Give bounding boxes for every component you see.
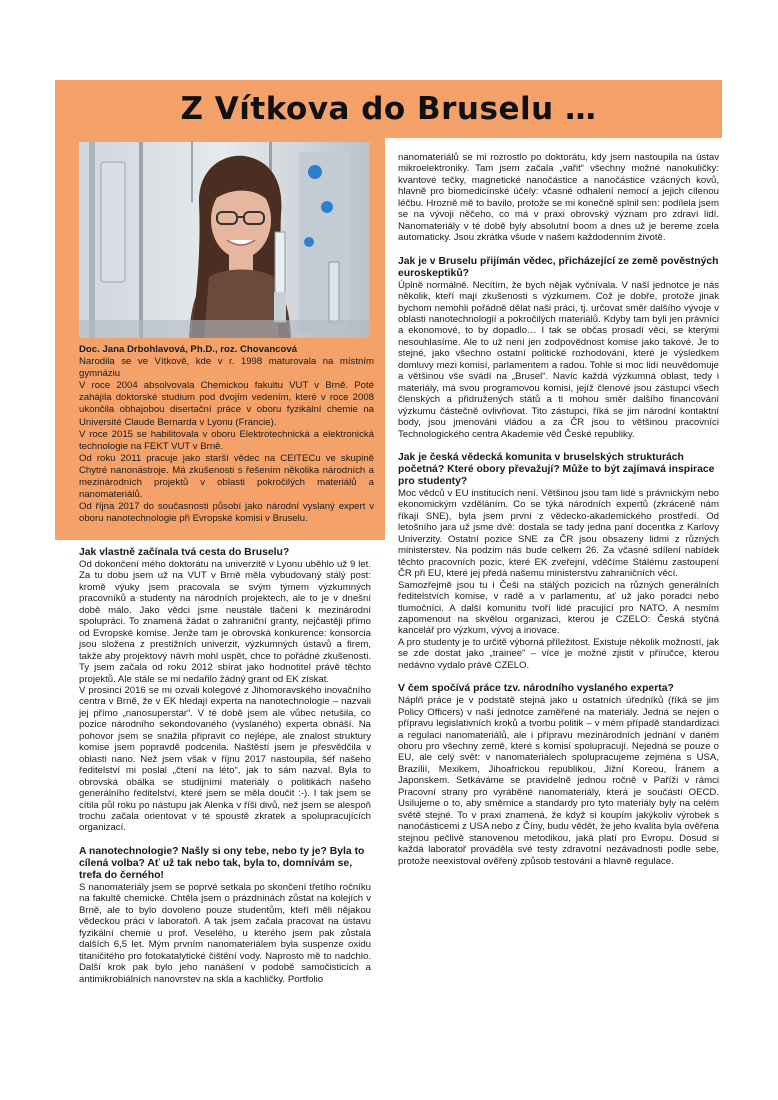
- author-name: Doc. Jana Drbohlavová, Ph.D., roz. Chovancová: [79, 344, 298, 355]
- answer-paragraph: Náplň práce je v podstatě stejná jako u ostatních úředníků (říká se jim Policy Officers) v naší jednotce zaměřené na materiály. Jedná se nejen o přípravu legislativních kroků a tvorbu politik – v mém případě standardizaci a regulaci nanomateriálů, ale i přípravu mezinárodních jednání v daném oboru pro všechny země, které s komisí spolupracují. Nejedná se pouze o EU, ale celý svět: v nanomateriálech spolupracujeme zejména s USA, Brazílií, Mexikem, Jihoafrickou republikou, Jižní Koreou, Íránem a Japonskem. Setkáváme se pravidelně jednou ročně v Paříži v rámci Pracovní strany pro vyráběné nanomateriály, která je součástí OECD. Usilujeme o to, aby směrnice a standardy pro tyto materiály byly na celém světě stejné. To v praxi znamená, že když si koupím jakýkoliv výrobek s nanočásticemi z USA nebo z Číny, budu vědět, že jeho kvalita byla ověřena stejnou pečlivě stanovenou metodikou, jaká platí pro Evropu. Dosud si každá laboratoř prováděla své testy zdravotní nezávadnosti podle sebe, protože neexistoval ověřený způsob testování a hlavně regulace.: [398, 695, 719, 867]
- portrait-illustration: [79, 142, 370, 338]
- title-banner: [55, 80, 722, 138]
- question-heading: Jak je v Bruselu přijímán vědec, přicházející ze země pověstných euroskeptiků?: [398, 255, 719, 279]
- bio-paragraph: Narodila se ve Vítkově, kde v r. 1998 maturovala na místním gymnáziu: [79, 356, 374, 380]
- right-text-column: [398, 152, 719, 867]
- portrait-photo: [79, 142, 370, 338]
- answer-paragraph: Od dokončení mého doktorátu na univerzitě v Lyonu uběhlo už 9 let. Za tu dobu jsem už na VUT v Brně měla vybudovaný stálý post: kromě výuky jsem pracovala se svým týmem výzkumných pracovníků a studenty na národních projektech, ale to je v dnešní době málo. Jako vědci jsme neustále tlačeni k mezinárodní spolupráci. To znamená žádat o zahraniční granty, nejčastěji přímo od Evropské komise. Jenže tam je obrovská konkurence: konsorcia jsou složena z prestižních univerzit, výzkumných ústavů a firem, takže aby projektový návrh mohl uspět, chce to pořádné zkušenosti. Ty jsem začala od roku 2012 sbírat jako hodnotitel právě těchto projektů. Ale stále se mi nedařilo žádný grant od EK získat.: [79, 559, 371, 685]
- spacer: [398, 671, 719, 683]
- left-text-column: [79, 547, 371, 985]
- answer-paragraph: nanomateriálů se mi rozrostlo po doktorátu, kdy jsem nastoupila na ústav mikroelektroniky. Tam jsem začala „vařit“ všechny možné nanokuličky: kvantové tečky, magnetické nanočástice a nanočástice vzácných kovů, hlavně pro biomedicínské účely: včasné odhalení nemocí a jejich cílenou léčbu. Hrozně mě to bavilo, protože se mi konečně splnil sen: podílela jsem se na vývoji něčeho, co má v praxi obrovský význam pro zdraví lidí. Nanomateriály v té době byly absolutní boom a dnes už je bereme zcela automaticky. Jsou zkrátka všude v našem každodenním životě.: [398, 152, 719, 244]
- answer-paragraph: Úplně normálně. Necítím, že bych nějak vyčnívala. V naší jednotce je nás několik, kteří mají zkušenosti s výzkumem. Což je dobře, protože jinak bychom nemohli pořádně dělat naši práci, tj. určovat směr dalšího vývoje v oblasti nanotechnologií a pokročilých materiálů. Kdyby tam byli jen právníci a ekonomové, to by dopadlo… I tak se občas prosadí věci, se kterými nesouhlasíme. Ale to už není jen zodpovědnost komise jako takové. Je to stejné, jako všechno ostatní politické rozhodování, které je výsledkem domluvy mezi komisí, parlamentem a radou. Tohle si moc lidí neuvědomuje a většinou vše svádí na „Brusel“. Navíc každá výzkumná oblast, tedy i materiály, má svou programovou komisi, jejíž členové jsou zástupci všech členských a přidružených států a ti mohou směr dalšího financování výzkumu částečně ovlivňovat. Tito zástupci, říká se jim národní kontaktní body, jsou jmenováni vládou a za ČR jsou to většinou pracovníci Technologického centra Akademie věd České republiky.: [398, 279, 719, 440]
- question-heading: V čem spočívá práce tzv. národního vyslaného experta?: [398, 683, 674, 695]
- page-title: Z Vítkova do Bruselu …: [180, 91, 597, 127]
- author-bio: [79, 344, 374, 525]
- question-heading: Jak je česká vědecká komunita v bruselských strukturách početná? Které obory převažují? Může to být zajímavá inspirace pro studenty?: [398, 451, 715, 487]
- answer-paragraph: A pro studenty je to určitě výborná příležitost. Existuje několik možností, jak se zde dostat jako „trainee“ – více je možné zjistit v příručce, kterou nedávno vydalo právě CZELO.: [398, 636, 719, 671]
- question-heading: A nanotechnologie? Našly si ony tebe, nebo ty je? Byla to cílená volba? Ať už tak nebo tak, byla to, domnívám se, trefa do černého!: [79, 845, 365, 881]
- spacer: [79, 834, 371, 846]
- answer-paragraph: Samozřejmě jsou tu i Češi na stálých pozicích na různých generálních ředitelstvích komise, v radě a v parlamentu, ať už jako poradci nebo tlumočníci. A další komunitu tvoří lidé pracující pro NATO. A nesmím zapomenout na skvělou organizaci, kterou je CZELO: Česká styčná kancelář pro výzkum, vývoj a inovace.: [398, 579, 719, 637]
- bio-paragraph: V roce 2004 absolvovala Chemickou fakultu VUT v Brně. Poté zahájila doktorské studium pod dvojím vedením, které v roce 2008 ukončila obhajobou disertační práce v oboru fyzikální chemie na Université Claude Bernarda v Lyonu (Francie).: [79, 380, 374, 428]
- answer-paragraph: S nanomateriály jsem se poprvé setkala po skončení třetího ročníku na fakultě chemické. Chtěla jsem o prázdninách zůstat na kolejích v Brně, ale to bylo dovoleno pouze studentům, kteří měli nějakou vědeckou práci v laboratoři. A tak jsem začala pracovat na ústavu fyzikální chemie u prof. Veselého, u kterého jsem pak zůstala dalších 6,5 let. Mým prvním nanomateriálem byla suspenze oxidu titaničitého pro fotokatalytické čištění vody. Naprosto mě to nadchlo. Další krok pak bylo jeho nanášení v podobě samočisticích a antimikrobiálních nanovrstev na skla a kachličky. Portfolio: [79, 881, 371, 985]
- spacer: [398, 244, 719, 256]
- bio-paragraph: V roce 2015 se habilitovala v oboru Elektrotechnická a elektronická technologie na FEKT VUT v Brně.: [79, 428, 374, 452]
- bio-paragraph: Od října 2017 do současnosti působí jako národní vyslaný expert v oboru nanotechnologie při Evropské komisi v Bruselu.: [79, 501, 374, 525]
- spacer: [398, 440, 719, 452]
- question-heading: Jak vlastně začínala tvá cesta do Bruselu?: [79, 547, 290, 558]
- answer-paragraph: Moc vědců v EU institucích není. Většinou jsou tam lidé s právnickým nebo ekonomickým vzděláním. Co se týká národních expertů (zkráceně nám říkají SNE), byla jsem první z vědecko-akademického prostředí. Od letošního jara už jsme dvě: dostala se tady jedna paní docentka z Karlovy Univerzity. Ostatní pozice SNE za ČR jsou obsazeny lidmi z různých ministerstev. Na podzim nás bude celkem 26. Za včasné sdílení nabídek těchto pracovních pozic, které EK zveřejní, vděčíme Stálému zastoupení ČR při EU, které jej předá našemu ministerstvu zahraničních věcí.: [398, 487, 719, 580]
- answer-paragraph: V prosinci 2016 se mi ozvali kolegové z Jihomoravského inovačního centra v Brně, že v EK hledají experta na nanotechnologie – nazvali jej přímo „nanosuperstar“. V té době jsem ale vůbec netušila, co pozice národního sekondovaného (vyslaného) experta obnáší. Na pohovor jsem se snažila připravit co nejlépe, ale znalost struktury komise jsem popravdě podcenila. Naštěstí jsem je přesvědčila v oblasti nano. Než jsem však v říjnu 2017 nastoupila, šéf našeho ředitelství mi poslal „čtení na léto“, jak to sám nazval. Byla to obrovská obálka se studijními materiály o politikách našeho generálního ředitelství, které jsem se měla doučit :-). I tak jsem se cítila půl roku po nástupu jak Alenka v říši divů, než jsem se alespoň trochu začala orientovat v té spoustě zkratek a spolupracujících organizací.: [79, 684, 371, 834]
- bio-paragraph: Od roku 2011 pracuje jako starší vědec na CEITECu ve skupině Chytré nanonástroje. Má zkušenosti s řešením několika národních a mezinárodních projektů v oblasti pokročilých materiálů a nanomateriálů.: [79, 452, 374, 501]
